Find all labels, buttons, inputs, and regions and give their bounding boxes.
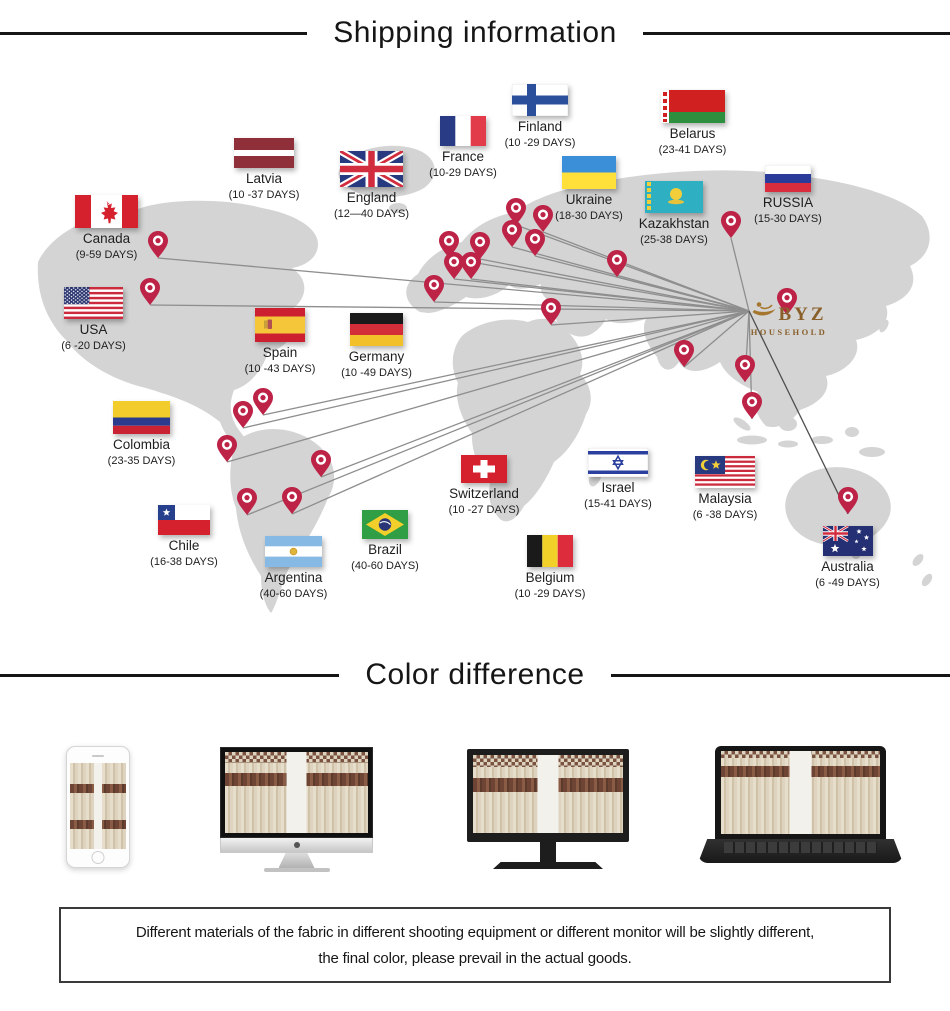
shipping-title-text: Shipping information <box>333 16 617 49</box>
country-name: Australia <box>821 559 874 574</box>
note-line-1: Different materials of the fabric in different shooting equipment or different monitor will be slightly different, <box>135 923 815 941</box>
country-days: (10 -29 DAYS) <box>514 587 586 600</box>
country-days: (25-38 DAYS) <box>640 233 708 246</box>
monitor-curtain-preview <box>473 755 623 833</box>
country-days: (10 -43 DAYS) <box>244 362 316 375</box>
imac-monitor-icon <box>220 747 373 873</box>
country-days: (23-35 DAYS) <box>107 454 176 467</box>
country-belarus <box>630 90 755 157</box>
laptop-icon <box>698 746 903 870</box>
country-chile <box>126 505 242 569</box>
country-days: (15-41 DAYS) <box>584 497 652 510</box>
england-flag-icon <box>309 151 434 187</box>
country-name: Colombia <box>112 437 171 452</box>
phone-curtain-preview <box>70 763 126 849</box>
country-latvia <box>204 138 324 202</box>
country-name: RUSSIA <box>762 195 814 210</box>
shipping-section-title <box>0 16 950 50</box>
laptop-curtain-preview <box>721 751 880 834</box>
smartphone-icon <box>66 746 130 868</box>
country-days: (40-60 DAYS) <box>259 587 328 600</box>
country-name: Malaysia <box>698 491 752 506</box>
imac-stand <box>279 853 315 868</box>
country-switzerland <box>426 455 542 517</box>
russia-flag-icon <box>730 165 846 192</box>
australia-flag-icon <box>787 526 908 556</box>
boat-logo-icon <box>751 299 777 326</box>
belgium-flag-icon <box>492 535 608 567</box>
country-colombia <box>81 401 202 468</box>
kazakhstan-flag-icon <box>609 181 739 213</box>
country-name: Germany <box>348 349 405 364</box>
country-germany <box>318 313 435 380</box>
colombia-flag-icon <box>81 401 202 434</box>
monitor-stand <box>540 842 556 863</box>
germany-flag-icon <box>318 313 435 346</box>
laptop-keyboard <box>724 842 877 853</box>
country-canada <box>44 195 169 262</box>
country-name: Brazil <box>368 542 402 557</box>
monitor-base <box>493 862 603 869</box>
country-days: (40-60 DAYS) <box>351 559 419 572</box>
imac-chin <box>220 838 373 853</box>
country-days: (6 -38 DAYS) <box>692 508 758 521</box>
note-line-2: the final color, please prevail in the actual goods. <box>318 949 632 967</box>
imac-base <box>264 868 330 872</box>
country-days: (6 -49 DAYS) <box>815 576 880 589</box>
latvia-flag-icon <box>204 138 324 168</box>
country-name: France <box>441 149 485 164</box>
canada-flag-icon <box>44 195 169 228</box>
desktop-monitor-icon <box>467 749 629 871</box>
country-days: (10 -29 DAYS) <box>504 136 576 149</box>
country-name: USA <box>79 322 108 337</box>
brazil-flag-icon <box>327 510 443 539</box>
country-name: Ukraine <box>565 192 613 207</box>
country-israel <box>558 448 678 511</box>
country-days: (18-30 DAYS) <box>555 209 623 222</box>
country-usa <box>33 287 154 353</box>
country-name: England <box>346 190 397 205</box>
brand-logo <box>741 299 837 337</box>
malaysia-flag-icon <box>665 456 785 488</box>
country-days: (10 -49 DAYS) <box>341 366 412 379</box>
switzerland-flag-icon <box>426 455 542 483</box>
color-difference-note <box>59 907 891 983</box>
country-name: Israel <box>601 480 635 495</box>
country-days: (10 -27 DAYS) <box>448 503 520 516</box>
country-days: (12—40 DAYS) <box>334 207 409 220</box>
country-russia <box>730 165 846 226</box>
country-name: Latvia <box>245 171 283 186</box>
country-australia <box>787 526 908 590</box>
color-title-text: Color difference <box>365 658 585 691</box>
country-england <box>309 151 434 221</box>
brand-name: BYZ <box>778 304 827 325</box>
france-flag-icon <box>405 116 521 146</box>
country-kazakhstan <box>609 181 739 247</box>
israel-flag-icon <box>558 448 678 477</box>
country-name: Canada <box>82 231 131 246</box>
country-name: Finland <box>517 119 563 134</box>
country-belgium <box>492 535 608 601</box>
country-name: Chile <box>168 538 200 553</box>
country-malaysia <box>665 456 785 522</box>
country-days: (10-29 DAYS) <box>429 166 497 179</box>
color-section-title <box>0 658 950 692</box>
country-name: Belarus <box>669 126 716 141</box>
country-days: (9-59 DAYS) <box>75 248 138 261</box>
brand-subtitle: HOUSEHOLD <box>750 327 828 337</box>
country-name: Argentina <box>264 570 323 585</box>
country-days: (23-41 DAYS) <box>658 143 727 156</box>
finland-flag-icon <box>480 84 600 116</box>
usa-flag-icon <box>33 287 154 319</box>
country-days: (15-30 DAYS) <box>754 212 822 225</box>
country-days: (6 -20 DAYS) <box>61 339 126 352</box>
country-days: (10 -37 DAYS) <box>228 188 300 201</box>
country-name: Switzerland <box>449 486 519 501</box>
imac-curtain-preview <box>225 752 368 833</box>
belarus-flag-icon <box>630 90 755 123</box>
chile-flag-icon <box>126 505 242 535</box>
country-name: Kazakhstan <box>638 216 710 231</box>
country-name: Spain <box>262 345 298 360</box>
country-name: Belgium <box>525 570 575 585</box>
country-brazil <box>327 510 443 573</box>
country-days: (16-38 DAYS) <box>150 555 218 568</box>
